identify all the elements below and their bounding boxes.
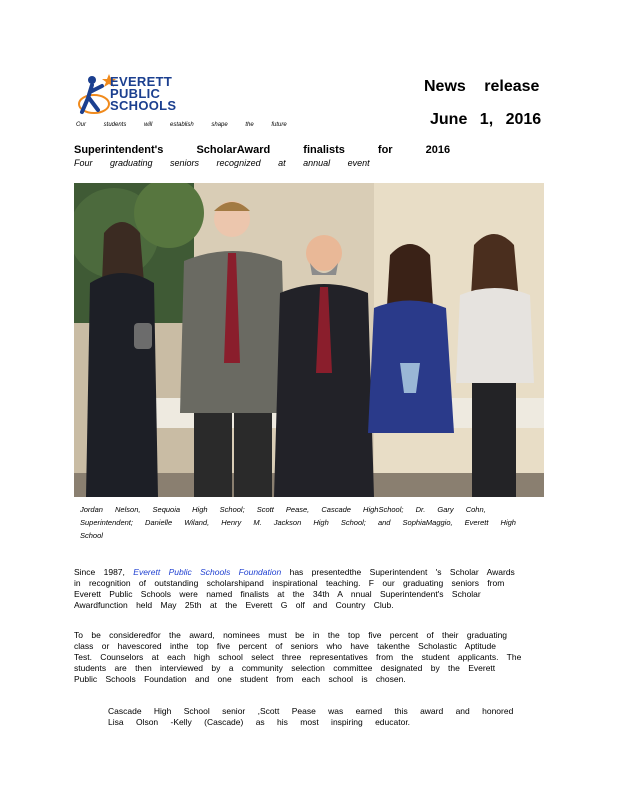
bullet-item: Cascade High School senior ,Scott Pease was earned this award and honored Lisa Olson -Kelly (Cascade) as his most inspiring educator. — [108, 706, 514, 727]
logo-wordmark — [110, 76, 176, 112]
logo-line1: EVERETT — [110, 74, 173, 89]
paragraph-1-rest: has presentedthe Superintendent 's Scholar Awards in recognition of outstanding scholarshipand inspirational teaching. F our graduating seniors from Everett Public Schools were named finalists at the 34th A nnual Superintendent's Scholar Awardfunction held May 25th at the Everett G olf and Country Club. — [74, 567, 515, 610]
photo-caption: Jordan Nelson, Sequoia High School; Scott Pease, Cascade HighSchool; Dr. Gary Cohn, Superintendent; Danielle Wiland, Henry M. Jackson High School; and SophiaMaggio, Everett High School — [80, 505, 516, 540]
headline: Superintendent's ScholarAward finalists for 2016 — [74, 144, 451, 156]
group-photo — [74, 183, 544, 497]
logo-line2: PUBLIC — [110, 86, 161, 101]
paragraph-2: To be consideredfor the award, nominees must be in the top five percent of their graduating class or havescored inthe top five percent of seniors who have takenthe Scholastic Aptitude Test. Counselors at each high school select three representatives from the student applicants. The students are then interviewed by a community selection committee designated by the Everett Public Schools Foundation and one student from each school is chosen. — [74, 630, 522, 684]
paragraph-1 — [74, 567, 522, 611]
logo-line3: SCHOOLS — [110, 98, 177, 113]
paragraph-1-intro: Since 1987, — [74, 567, 125, 577]
photo-illustration — [74, 183, 544, 497]
news-release-label: News release — [424, 78, 540, 95]
tagline: Our students will establish shape the future — [76, 122, 287, 128]
foundation-link[interactable]: Everett Public Schools Foundation — [133, 567, 282, 577]
subhead: Four graduating seniors recognized at annual event — [74, 158, 370, 168]
release-date: June 1, 2016 — [430, 111, 542, 128]
